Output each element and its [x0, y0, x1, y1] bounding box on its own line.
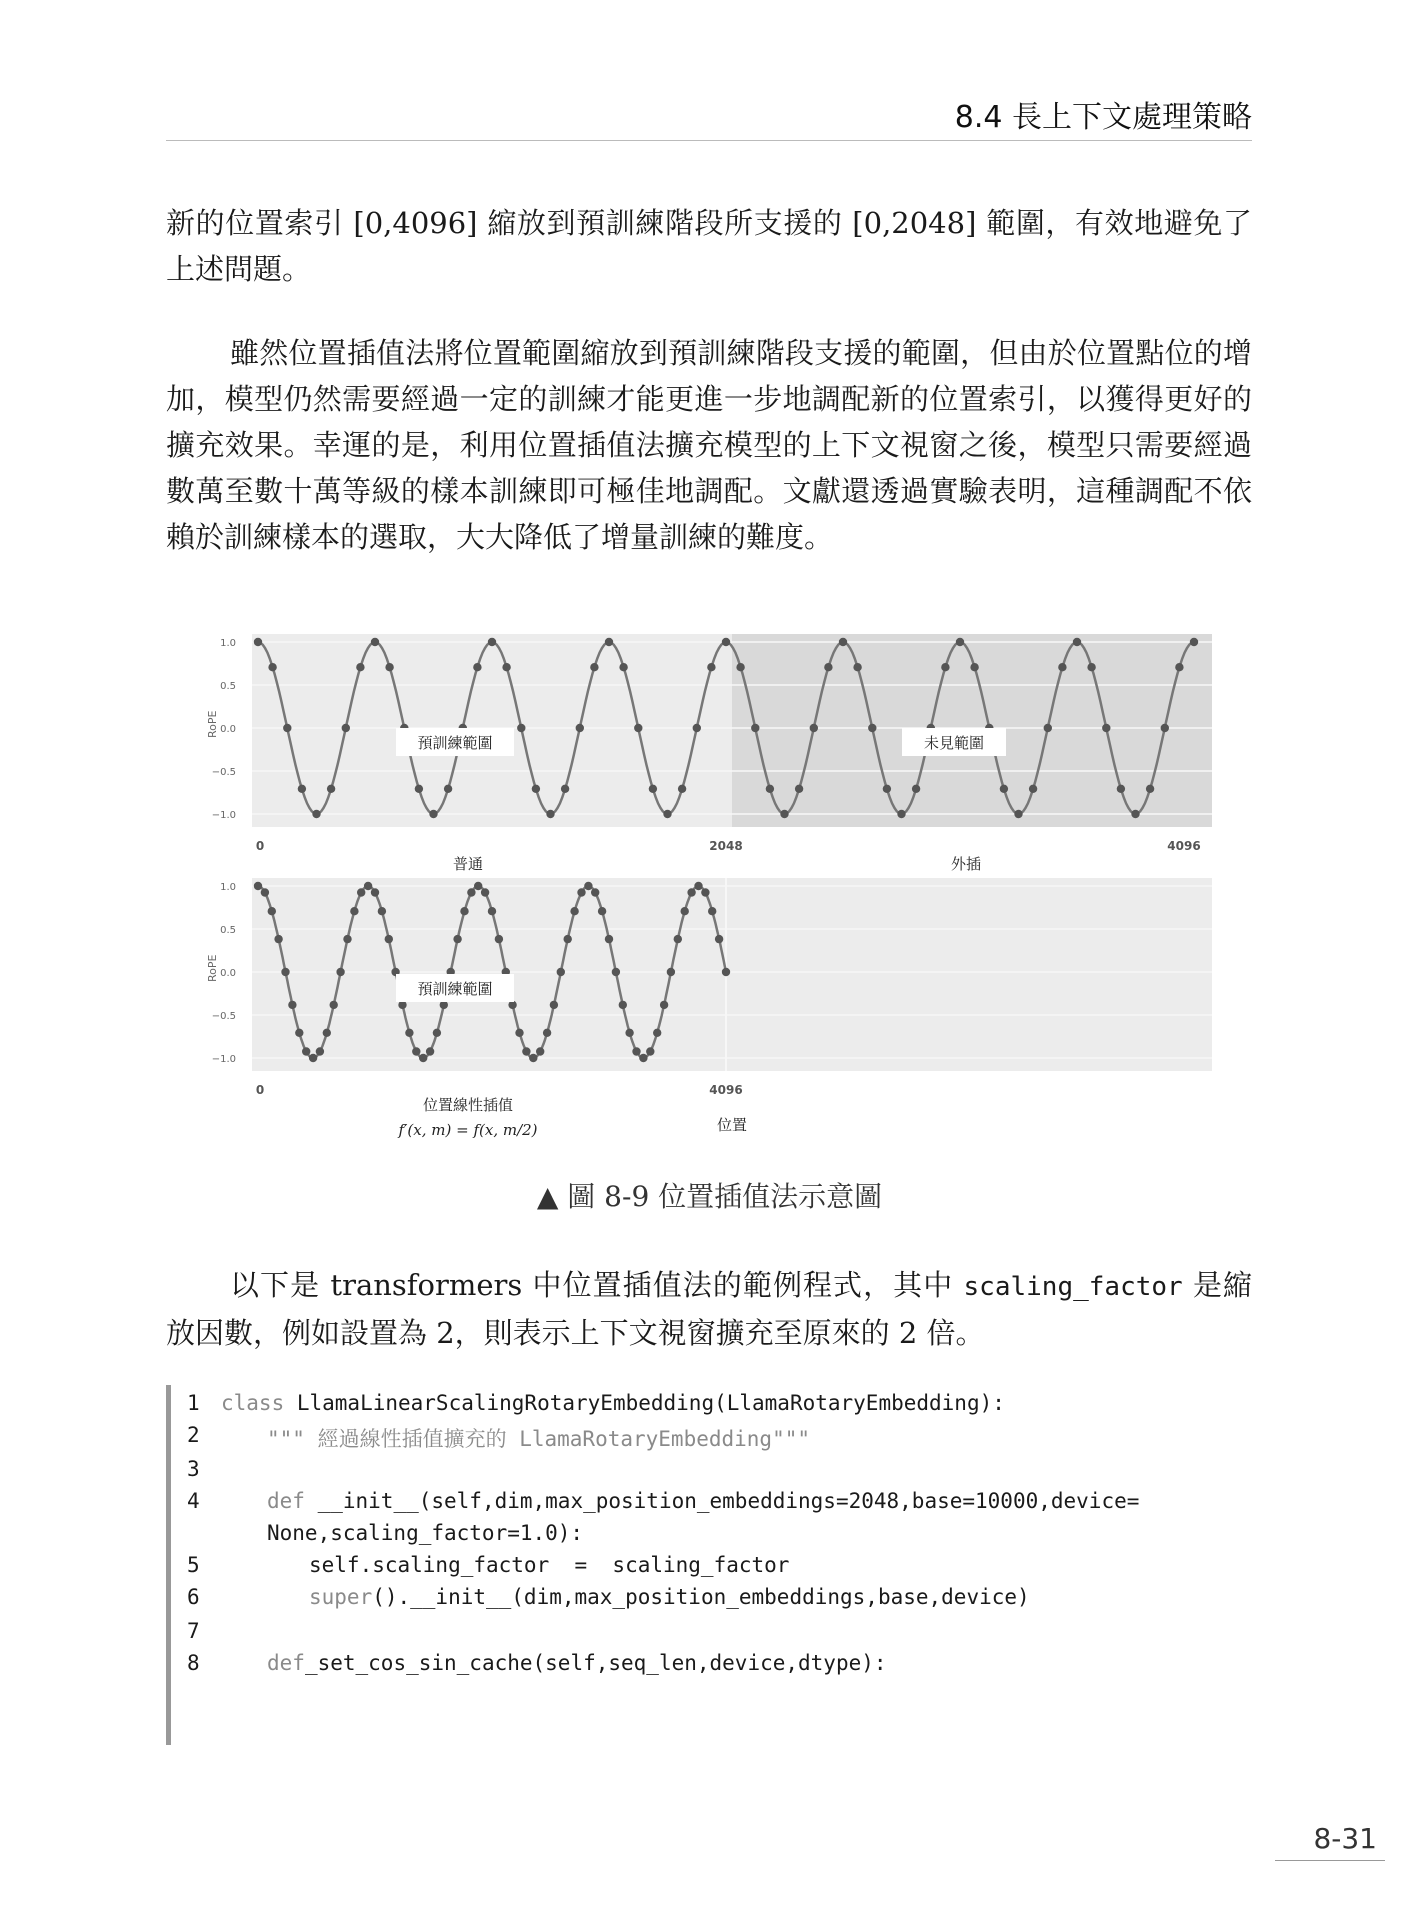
line-number: 2	[187, 1423, 200, 1447]
top-data-point	[1117, 785, 1125, 793]
top-data-point	[283, 724, 291, 732]
top-ytick-label: 0.0	[220, 724, 236, 735]
header-rule	[166, 140, 1252, 141]
top-data-point	[1058, 663, 1066, 671]
bottom-xtick-label: 4096	[709, 1083, 743, 1097]
code-body: self.scaling_factor = scaling_factor	[309, 1553, 790, 1577]
line-number: 5	[187, 1553, 200, 1577]
bottom-data-point	[639, 1054, 647, 1062]
code-text	[267, 1423, 810, 1453]
bottom-data-point	[619, 1001, 627, 1009]
code-keyword: class	[221, 1391, 285, 1415]
bottom-data-point	[591, 888, 599, 896]
top-data-point	[1102, 724, 1110, 732]
bottom-data-point	[364, 882, 372, 890]
top-data-point	[883, 785, 891, 793]
line-number: 7	[187, 1619, 200, 1643]
top-data-point	[576, 724, 584, 732]
bottom-data-point	[412, 1047, 420, 1055]
bottom-data-point	[564, 935, 572, 943]
bottom-data-point	[467, 888, 475, 896]
top-label-pretrain: 預訓練範圍	[417, 734, 493, 752]
top-data-point	[502, 663, 510, 671]
bottom-data-point	[288, 1001, 296, 1009]
top-data-point	[956, 638, 964, 646]
bottom-formula: f′(x, m) = f(x, m/2)	[398, 1121, 538, 1139]
top-data-point	[810, 724, 818, 732]
top-data-point	[1014, 810, 1022, 818]
top-data-point	[1161, 724, 1169, 732]
bottom-data-point	[295, 1029, 303, 1037]
code-body: LlamaLinearScalingRotaryEmbedding(LlamaRotaryEmbedding):	[284, 1391, 1005, 1415]
bottom-data-point	[261, 888, 269, 896]
top-data-point	[415, 785, 423, 793]
bottom-data-point	[646, 1047, 654, 1055]
top-data-point	[736, 663, 744, 671]
bottom-data-point	[722, 968, 730, 976]
top-ytick-label: 0.5	[220, 681, 236, 692]
top-data-point	[1073, 638, 1081, 646]
bottom-data-point	[309, 1054, 317, 1062]
bottom-data-point	[612, 968, 620, 976]
code-text	[309, 1553, 789, 1577]
code-text	[267, 1521, 583, 1545]
bottom-data-point	[550, 1001, 558, 1009]
top-data-point	[532, 785, 540, 793]
top-data-point	[546, 810, 554, 818]
code-text	[309, 1585, 1030, 1609]
page-number: 8-31	[1313, 1822, 1377, 1855]
top-xtick-label: 2048	[709, 839, 743, 853]
top-data-point	[766, 785, 774, 793]
top-data-point	[897, 810, 905, 818]
top-data-point	[678, 785, 686, 793]
figure-caption: ▲ 圖 8-9 位置插值法示意圖	[536, 1180, 883, 1213]
top-data-point	[795, 785, 803, 793]
paragraph-3	[166, 1262, 1252, 1356]
top-xtick-label: 0	[255, 839, 265, 853]
top-data-point	[356, 663, 364, 671]
bottom-data-point	[515, 1029, 523, 1037]
top-data-point	[1000, 785, 1008, 793]
bottom-ytick-label: 1.0	[220, 882, 236, 893]
code-keyword: super	[309, 1585, 373, 1609]
bottom-data-point	[330, 1001, 338, 1009]
code-keyword: def	[267, 1489, 305, 1513]
paragraph-2: 雖然位置插值法將位置範圍縮放到預訓練階段支援的範圍，但由於位置點位的增加，模型仍然需要經過一定的訓練才能更進一步地調配新的位置索引，以獲得更好的擴充效果。幸運的是，利用位置插值法擴充模型的上下文視窗之後，模型只需要經過數萬至數十萬等級的樣本訓練即可極佳地調配。文獻還透過實驗表明，這種調配不依賴於訓練樣本的選取，大大降低了增量訓練的難度。	[166, 336, 1252, 554]
bottom-data-point	[419, 1054, 427, 1062]
code-text	[221, 1391, 1005, 1415]
bottom-label-pretrain: 預訓練範圍	[417, 980, 493, 998]
top-data-point	[342, 724, 350, 732]
top-ytick-label: −0.5	[211, 767, 236, 778]
bottom-data-point	[336, 968, 344, 976]
top-data-point	[605, 638, 613, 646]
bottom-data-point	[323, 1029, 331, 1037]
code-listing	[166, 1385, 1257, 1745]
bottom-data-point	[302, 1047, 310, 1055]
bottom-data-point	[474, 882, 482, 890]
bottom-sub-interp: 位置線性插值	[422, 1096, 514, 1114]
top-data-point	[1131, 810, 1139, 818]
bottom-data-point	[667, 968, 675, 976]
bottom-data-point	[694, 882, 702, 890]
bottom-data-point	[605, 935, 613, 943]
code-body: None,scaling_factor=1.0):	[267, 1521, 584, 1545]
top-data-point	[473, 663, 481, 671]
code-body: _set_cos_sin_cache(self,seq_len,device,dtype):	[304, 1651, 887, 1675]
bottom-data-point	[274, 935, 282, 943]
line-number: 4	[187, 1489, 200, 1513]
bottom-data-point	[316, 1047, 324, 1055]
top-ytick-label: 1.0	[220, 638, 236, 649]
bottom-ytick-label: −0.5	[211, 1011, 236, 1022]
code-docstring: """ 經過線性插值擴充的 LlamaRotaryEmbedding"""	[267, 1427, 811, 1451]
top-data-point	[824, 663, 832, 671]
bottom-data-point	[529, 1054, 537, 1062]
bottom-ytick-label: 0.5	[220, 925, 236, 936]
top-data-point	[649, 785, 657, 793]
top-data-point	[590, 663, 598, 671]
bottom-data-point	[378, 907, 386, 915]
bottom-data-point	[570, 907, 578, 915]
top-data-point	[385, 663, 393, 671]
bottom-ytick-label: −1.0	[211, 1054, 236, 1065]
bottom-xlabel: 位置	[716, 1116, 748, 1134]
top-data-point	[488, 638, 496, 646]
bottom-data-point	[343, 935, 351, 943]
bottom-data-point	[653, 1029, 661, 1037]
bottom-data-point	[522, 1047, 530, 1055]
top-data-point	[1146, 785, 1154, 793]
figure-8-9	[200, 620, 1220, 1150]
bottom-data-point	[426, 1047, 434, 1055]
bottom-data-point	[350, 907, 358, 915]
bottom-data-point	[488, 907, 496, 915]
rope-figure	[200, 620, 1220, 1150]
bottom-data-point	[687, 888, 695, 896]
top-data-point	[780, 810, 788, 818]
bottom-data-point	[281, 968, 289, 976]
top-data-point	[371, 638, 379, 646]
code-text	[267, 1651, 887, 1675]
inline-code-scaling-factor: scaling_factor	[963, 1272, 1183, 1302]
footer-rule	[1275, 1860, 1385, 1861]
top-sub-extrapolate: 外插	[950, 855, 982, 873]
code-text	[267, 1489, 1139, 1513]
bottom-data-point	[577, 888, 585, 896]
bottom-data-point	[453, 935, 461, 943]
paragraph-3-part-a: 以下是 transformers 中位置插值法的範例程式，其中	[230, 1268, 964, 1302]
top-data-point	[517, 724, 525, 732]
bottom-data-point	[433, 1029, 441, 1037]
bottom-data-point	[495, 935, 503, 943]
top-data-point	[444, 785, 452, 793]
bottom-data-point	[385, 935, 393, 943]
top-data-point	[912, 785, 920, 793]
code-body: __init__(self,dim,max_position_embeddings=2048,base=10000,device=	[304, 1489, 1140, 1513]
top-data-point	[298, 785, 306, 793]
code-keyword: def	[267, 1651, 305, 1675]
bottom-xtick-label: 0	[255, 1083, 265, 1097]
top-data-point	[254, 638, 262, 646]
top-ytick-label: −1.0	[211, 810, 236, 821]
top-data-point	[1175, 663, 1183, 671]
top-data-point	[722, 638, 730, 646]
bottom-ylabel: RoPE	[206, 954, 219, 982]
top-data-point	[561, 785, 569, 793]
top-label-unseen: 未見範圍	[923, 734, 985, 752]
bottom-data-point	[715, 935, 723, 943]
top-data-point	[634, 724, 642, 732]
running-header	[166, 92, 1252, 142]
bottom-data-point	[708, 907, 716, 915]
top-data-point	[663, 810, 671, 818]
bottom-data-point	[460, 907, 468, 915]
bottom-data-point	[268, 907, 276, 915]
top-sub-normal: 普通	[452, 855, 484, 873]
bottom-data-point	[598, 907, 606, 915]
top-xtick-label: 4096	[1167, 839, 1201, 853]
bottom-data-point	[405, 1029, 413, 1037]
top-data-point	[619, 663, 627, 671]
top-data-point	[751, 724, 759, 732]
bottom-data-point	[254, 882, 262, 890]
top-data-point	[429, 810, 437, 818]
top-ylabel: RoPE	[206, 710, 219, 738]
top-data-point	[1190, 638, 1198, 646]
bottom-data-point	[584, 882, 592, 890]
line-number: 8	[187, 1651, 200, 1675]
top-data-point	[327, 785, 335, 793]
paragraph-3-part-b: 是縮放因數，例如設置為 2，則表示上下文視窗擴充至原來的 2 倍。	[166, 1268, 1253, 1350]
bottom-data-point	[701, 888, 709, 896]
bottom-ytick-label: 0.0	[220, 968, 236, 979]
top-data-point	[1087, 663, 1095, 671]
top-data-point	[268, 663, 276, 671]
top-data-point	[312, 810, 320, 818]
top-data-point	[693, 724, 701, 732]
bottom-data-point	[660, 1001, 668, 1009]
bottom-data-point	[357, 888, 365, 896]
paragraph-1: 新的位置索引 [0,4096] 縮放到預訓練階段所支援的 [0,2048] 範圍，有效地避免了上述問題。	[166, 206, 1252, 286]
bottom-data-point	[536, 1047, 544, 1055]
bottom-data-point	[681, 907, 689, 915]
line-number: 1	[187, 1391, 200, 1415]
bottom-data-point	[625, 1029, 633, 1037]
top-data-point	[839, 638, 847, 646]
code-body: ().__init__(dim,max_position_embeddings,base,device)	[372, 1585, 1030, 1609]
line-number: 3	[187, 1457, 200, 1481]
top-data-point	[941, 663, 949, 671]
bottom-data-point	[557, 968, 565, 976]
top-data-point	[853, 663, 861, 671]
bottom-data-point	[674, 935, 682, 943]
top-data-point	[707, 663, 715, 671]
bottom-data-point	[632, 1047, 640, 1055]
top-data-point	[1029, 785, 1037, 793]
bottom-data-point	[371, 888, 379, 896]
line-number: 6	[187, 1585, 200, 1609]
top-data-point	[868, 724, 876, 732]
bottom-data-point	[543, 1029, 551, 1037]
bottom-data-point	[481, 888, 489, 896]
section-title: 8.4 長上下文處理策略	[954, 100, 1252, 135]
top-data-point	[970, 663, 978, 671]
top-data-point	[1044, 724, 1052, 732]
